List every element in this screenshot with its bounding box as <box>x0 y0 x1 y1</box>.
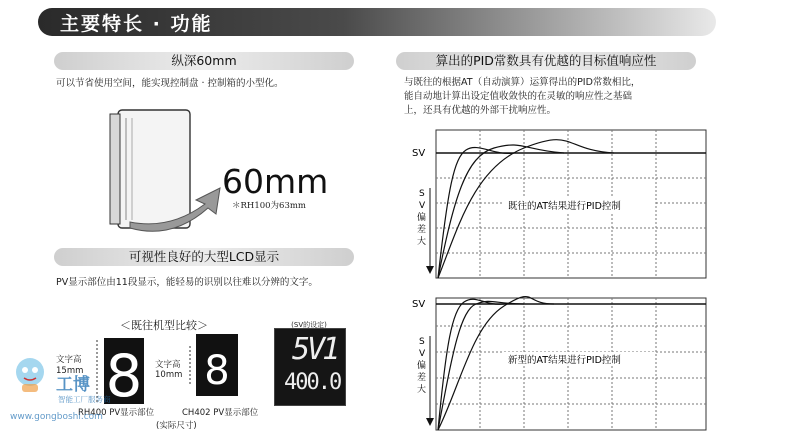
lcd-bottom-readout: 400.0 <box>284 370 341 395</box>
controller-side-illustration <box>100 104 240 234</box>
watermark-subtitle: 智能工厂服务商 <box>58 395 111 404</box>
new-display-illustration <box>186 334 240 396</box>
pid-description-line1: 与既往的根据AT（自动演算）运算得出的PID常数相比， <box>404 77 641 88</box>
old-text-height-label: 文字高 <box>56 355 82 365</box>
chart2-ylabel-2: 偏 <box>417 361 427 371</box>
chart1-ylabel-1: V <box>419 201 426 211</box>
chart1-ylabel-4: 大 <box>417 237 427 247</box>
chart2-ylabel-0: S <box>419 337 425 347</box>
pid-description-line2: 能自动地计算出设定值收敛快的在灵敏的响应性之基础 <box>404 91 633 102</box>
sv-setting-label: (SV的设定) <box>291 321 327 329</box>
chart1-caption: 既往的AT结果进行PID控制 <box>508 201 621 212</box>
new-text-height-label: 文字高 <box>155 360 181 370</box>
new-text-height-value: 10mm <box>155 370 183 380</box>
pid-description-line3: 上，还具有优越的外部干扰响应性。 <box>404 105 557 116</box>
new-pid-response-chart <box>414 296 710 432</box>
banner-title: 主要特长 · 功能 <box>60 13 213 35</box>
lcd-heading: 可视性良好的大型LCD显示 <box>128 249 280 264</box>
new-digit: 8 <box>204 348 230 394</box>
mascot-icon <box>8 352 52 396</box>
chart1-sv-label: SV <box>412 148 426 159</box>
watermark-url: www.gongboshi.com <box>10 412 103 422</box>
chart2-ylabel-3: 差 <box>417 373 427 383</box>
chart2-caption: 新型的AT结果进行PID控制 <box>508 355 621 366</box>
watermark-brand: 工博 <box>56 375 90 395</box>
old-display-caption: RH400 PV显示部位 <box>78 408 155 418</box>
chart2-sv-label: SV <box>412 299 426 310</box>
chart1-ylabel-2: 偏 <box>417 213 427 223</box>
depth-description: 可以节省使用空间，能实现控制盘 · 控制箱的小型化。 <box>56 78 284 89</box>
lcd-top-readout: 5V1 <box>292 332 338 367</box>
new-display-caption-sub: (实际尺寸) <box>156 421 197 431</box>
new-display-caption: CH402 PV显示部位 <box>182 408 259 418</box>
old-digit: 8 <box>105 342 143 410</box>
depth-value: 60mm <box>222 162 329 201</box>
chart2-ylabel-1: V <box>419 349 426 359</box>
chart1-ylabel-0: S <box>419 189 425 199</box>
chart1-ylabel-3: 差 <box>417 225 427 235</box>
conventional-pid-response-chart <box>414 128 710 280</box>
lcd-description: PV显示部位由11段显示，能轻易的识别以往难以分辨的文字。 <box>56 277 318 288</box>
depth-note: ＊RH100为63mm <box>232 201 306 211</box>
old-text-height-value: 15mm <box>56 366 84 376</box>
depth-heading: 纵深60mm <box>171 53 237 68</box>
pid-heading: 算出的PID常数具有优越的目标值响应性 <box>435 53 657 68</box>
chart2-ylabel-4: 大 <box>417 385 427 395</box>
compare-title: ＜既往机型比较＞ <box>120 319 208 332</box>
